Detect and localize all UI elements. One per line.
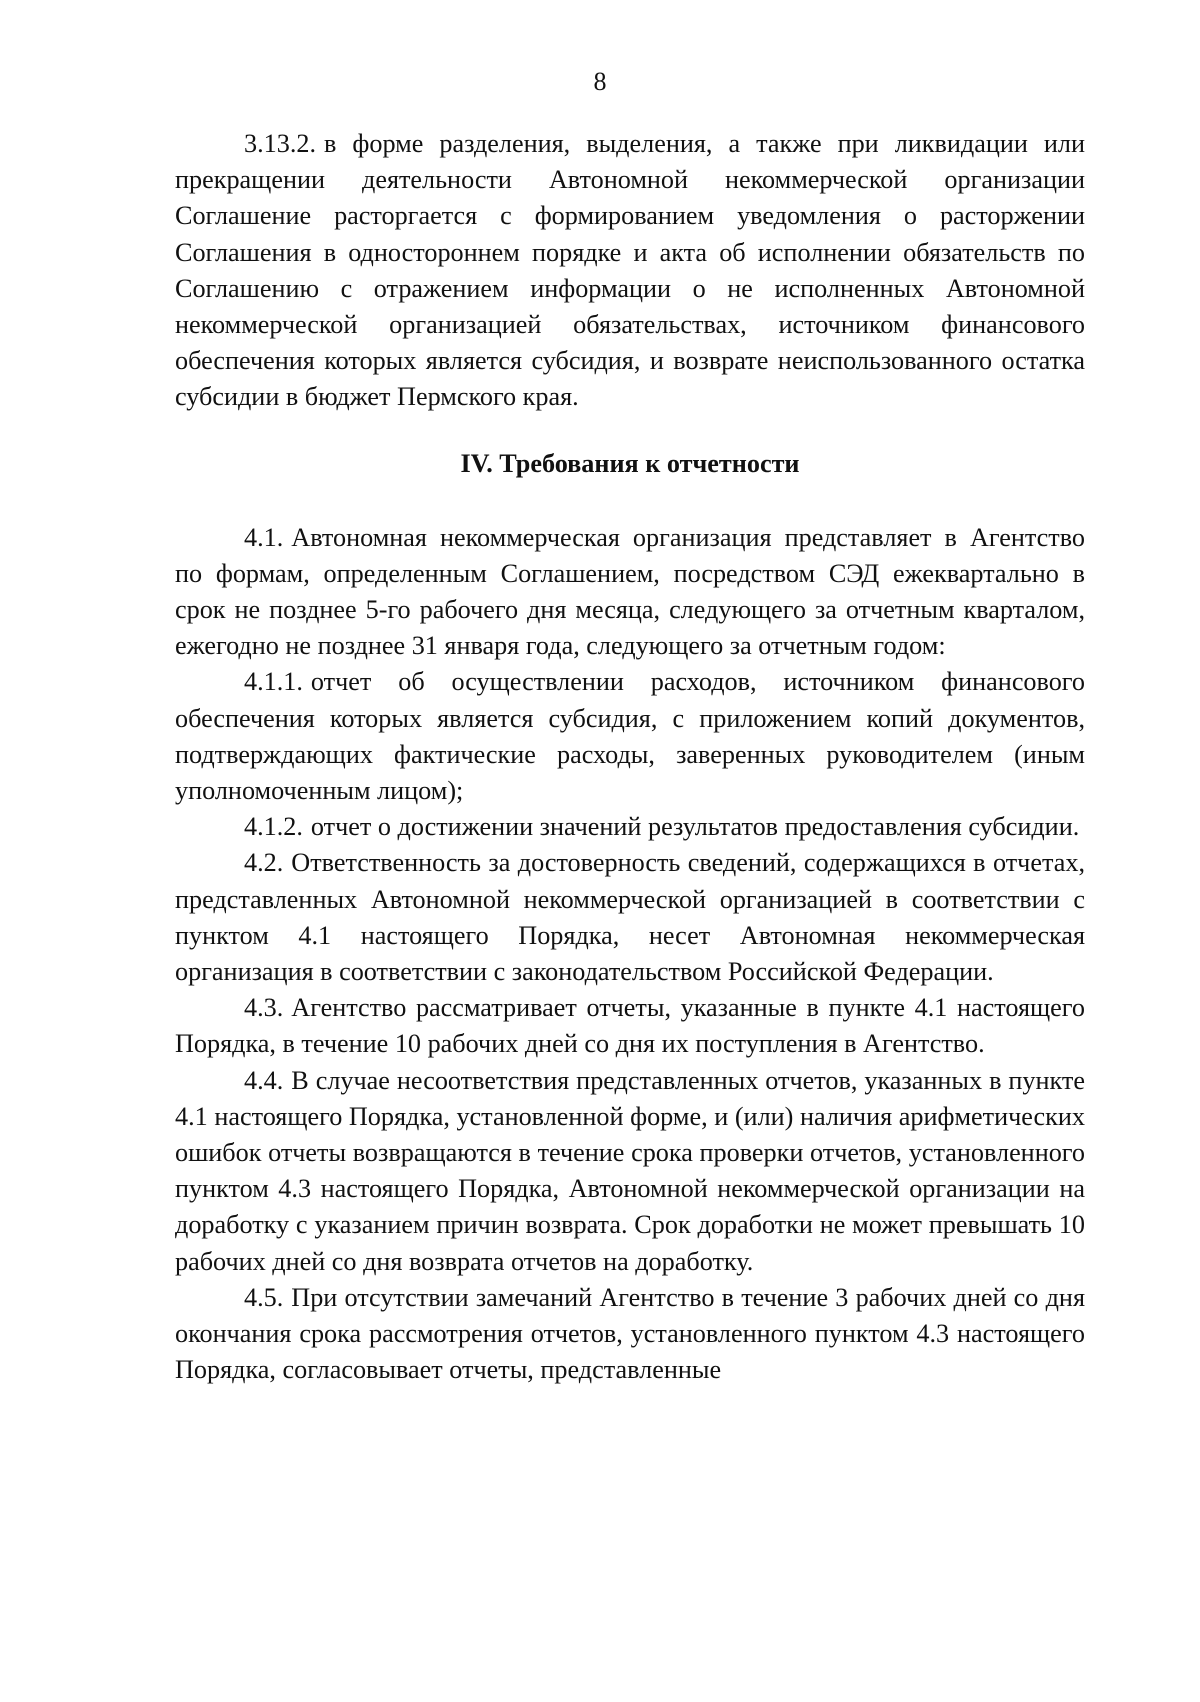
paragraph-4-1-2	[175, 809, 1085, 845]
paragraph-number: 4.2.	[244, 848, 284, 878]
document-body	[175, 126, 1085, 1389]
paragraph-4-4	[175, 1063, 1085, 1280]
paragraph-text: Ответственность за достоверность сведений, содержащихся в отчетах, представленных Автономной некоммерческой организацией в соответствии с пунктом 4.1 настоящего Порядка, несет Автономная некоммерческая организация в соответствии с законодательством Российской Федерации.	[175, 848, 1085, 987]
paragraph-text: В случае несоответствия представленных отчетов, указанных в пункте 4.1 настоящего Порядка, установленной форме, и (или) наличия арифметических ошибок отчеты возвращаются в течение срока проверки отчетов, установленного пунктом 4.3 настоящего Порядка, Автономной некоммерческой организации на доработку с указанием причин возврата. Срок доработки не может превышать 10 рабочих дней со дня возврата отчетов на доработку.	[175, 1065, 1085, 1276]
section-heading: IV. Требования к отчетности	[460, 448, 800, 478]
paragraph-4-1	[175, 520, 1085, 665]
paragraph-text: При отсутствии замечаний Агентство в течение 3 рабочих дней со дня окончания срока рассмотрения отчетов, установленного пунктом 4.3 настоящего Порядка, согласовывает отчеты, представленные	[175, 1282, 1085, 1385]
paragraph-number: 4.5.	[244, 1282, 284, 1312]
paragraph-4-1-1	[175, 664, 1085, 809]
paragraph-text: в форме разделения, выделения, а также при ликвидации или прекращении деятельности Автономной некоммерческой организации Соглашение расторгается с формированием уведомления о расторжении Соглашения в одностороннем порядке и акта об исполнении обязательств по Соглашению с отражением информации о не исполненных Автономной некоммерческой организацией обязательствах, источником финансового обеспечения которых является субсидия, и возврате неиспользованного остатка субсидии в бюджет Пермского края.	[175, 129, 1085, 412]
paragraph-number: 4.4.	[244, 1065, 284, 1095]
paragraph-number: 4.1.	[244, 522, 284, 552]
paragraph-text: отчет о достижении значений результатов предоставления субсидии.	[310, 812, 1080, 842]
paragraph-4-3	[175, 990, 1085, 1062]
paragraph-number: 4.1.1.	[244, 667, 303, 697]
paragraph-number: 4.1.2.	[244, 812, 303, 842]
paragraph-4-2	[175, 845, 1085, 990]
paragraph-text: отчет об осуществлении расходов, источником финансового обеспечения которых является субсидия, с приложением копий документов, подтверждающих фактические расходы, заверенных руководителем (иным уполномоченным лицом);	[175, 667, 1085, 806]
paragraph-text: Автономная некоммерческая организация представляет в Агентство по формам, определенным Соглашением, посредством СЭД ежеквартально в срок не позднее 5-го рабочего дня месяца, следующего за отчетным кварталом, ежегодно не позднее 31 января года, следующего за отчетным годом:	[175, 522, 1085, 661]
paragraph-3-13-2	[175, 126, 1085, 416]
paragraph-text: Агентство рассматривает отчеты, указанные в пункте 4.1 настоящего Порядка, в течение 10 рабочих дней со дня их поступления в Агентство.	[175, 993, 1085, 1059]
paragraph-number: 4.3.	[244, 993, 284, 1023]
paragraph-number: 3.13.2.	[244, 129, 317, 158]
page-number: 8	[593, 67, 607, 96]
paragraph-4-5	[175, 1280, 1085, 1389]
